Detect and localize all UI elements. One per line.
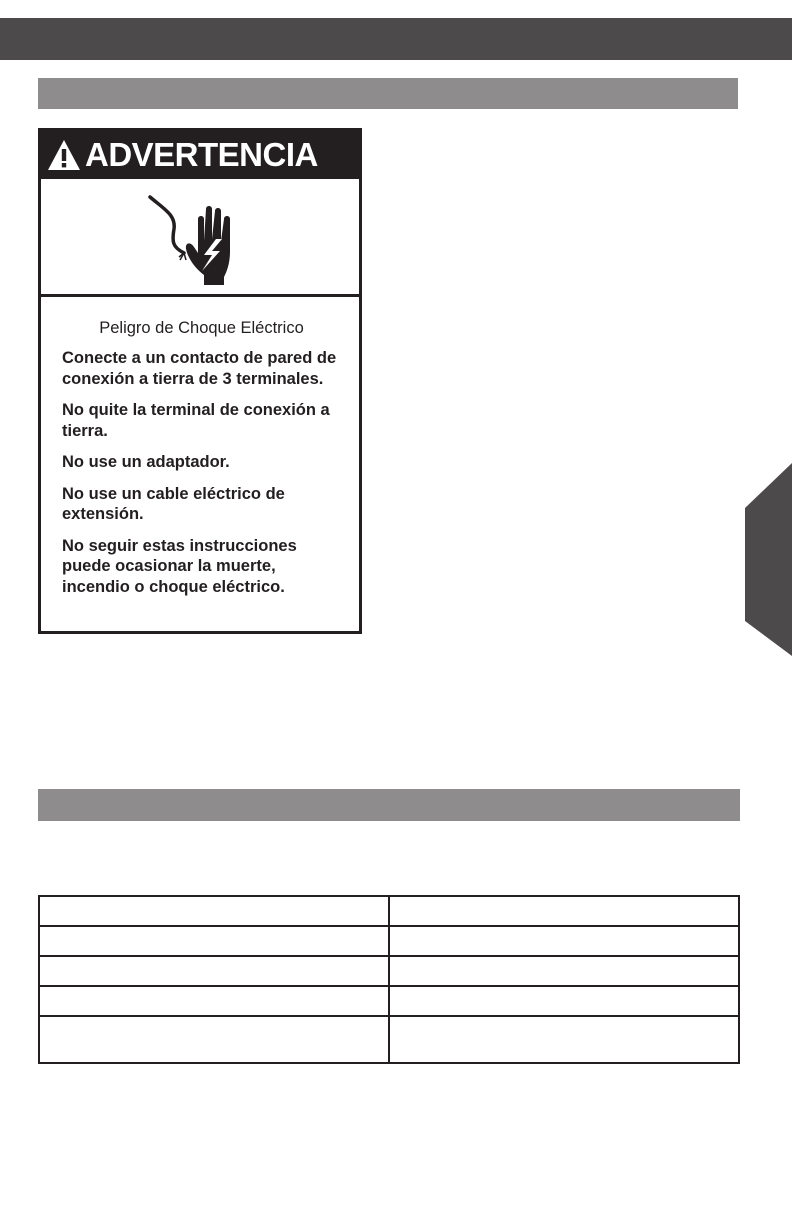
section-header-bar-specs: [38, 789, 740, 821]
hazard-symbol-box: [41, 179, 359, 297]
electrical-shock-hand-icon: [146, 189, 242, 293]
language-side-tab: [745, 463, 792, 656]
section-header-bar-electrical: [38, 78, 738, 109]
spec-table: [38, 895, 740, 1064]
warning-header: [41, 131, 359, 179]
warning-title: ADVERTENCIA: [85, 136, 318, 173]
side-tab-shape: [745, 463, 792, 656]
table-cell: [389, 1016, 739, 1063]
table-cell: [389, 926, 739, 956]
hazard-title: Peligro de Choque Eléctrico: [99, 319, 304, 337]
instruction-text: No quite la terminal de conexión a tierra.: [62, 401, 330, 440]
table-cell: [389, 896, 739, 926]
table-row: [39, 986, 739, 1016]
warning-triangle-icon: [47, 139, 81, 171]
instruction-text: No use un adaptador.: [62, 453, 230, 471]
table-row: [39, 896, 739, 926]
table-cell: [389, 956, 739, 986]
instruction-text: No seguir estas instrucciones puede ocasionar la muerte, incendio o choque eléctrico.: [62, 536, 297, 596]
table-cell: [39, 896, 389, 926]
table-cell: [389, 986, 739, 1016]
table-cell: [39, 926, 389, 956]
table-row: [39, 926, 739, 956]
table-row: [39, 1016, 739, 1063]
table-cell: [39, 956, 389, 986]
table-row: [39, 956, 739, 986]
instruction-text: Conecte a un contacto de pared de conexión a tierra de 3 terminales.: [62, 349, 337, 388]
warning-label: [38, 128, 362, 634]
warning-body: [41, 298, 359, 631]
header-bar: [0, 18, 792, 60]
table-cell: [39, 1016, 389, 1063]
instruction-text: No use un cable eléctrico de extensión.: [62, 484, 285, 523]
table-cell: [39, 986, 389, 1016]
